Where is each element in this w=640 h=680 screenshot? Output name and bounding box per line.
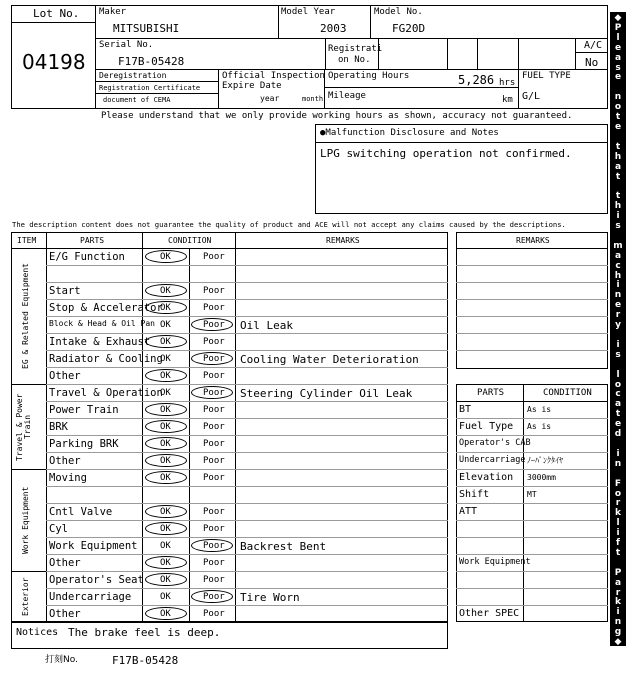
ok-option: OK [160,524,171,534]
poor-option: Poor [203,524,225,534]
ac-label: A/C [584,40,603,51]
sidebar-char: h [614,270,622,281]
ok-option: OK [160,286,171,296]
sidebar-char: k [615,597,621,608]
part-label: Other [49,370,81,382]
mileage-label: Mileage [328,91,366,101]
ok-option: OK [160,337,171,347]
right-remarks-box [456,232,608,369]
sidebar-char: i [616,280,620,291]
model-year-label: Model Year [281,7,336,17]
sidebar-char: m [613,240,623,251]
cema-label: document of CEMA [103,96,171,104]
selected-condition-circle [145,420,187,433]
selected-condition-circle [145,607,187,620]
sidebar-char: l [616,369,620,380]
spec-part: Other SPEC [459,608,520,619]
ok-option: OK [160,371,171,381]
sidebar-char: ◆ [614,13,622,23]
part-label: Other [49,455,81,467]
selected-condition-circle [191,539,233,552]
sidebar-char: g [614,627,622,638]
sidebar-char: r [615,587,621,598]
poor-option: Poor [203,592,225,602]
part-label: Parking BRK [49,438,119,450]
registration-label-2: on No. [338,55,371,65]
fuel-type-label: FUEL TYPE [522,71,571,81]
spec-part: ATT [459,506,478,517]
sidebar-char: s [615,349,621,360]
sidebar-char: o [614,379,622,390]
ok-option: OK [160,558,171,568]
notices-label: Notices [16,627,59,638]
spec-value: ﾉｰﾊﾟﾝｸﾀｲﾔ [527,456,563,465]
sidebar-char: r [615,310,621,321]
poor-option: Poor [203,473,225,483]
sidebar-char: a [614,577,622,588]
ok-option: OK [160,456,171,466]
spec-part: Fuel Type [459,421,514,432]
km-unit: km [502,95,513,105]
spec-value: MT [527,490,537,499]
sidebar-char: i [616,528,620,539]
selected-condition-circle [145,437,187,450]
poor-option: Poor [203,456,225,466]
specs-condition-header: CONDITION [543,388,592,398]
sidebar-char: l [616,518,620,529]
ok-option: OK [160,320,171,330]
ok-option: OK [160,354,171,364]
remark-text: Tire Worn [240,591,300,604]
ok-option: OK [160,609,171,619]
sidebar-char: P [614,567,622,578]
sidebar-char: i [616,448,620,459]
inspection-label-2: Expire Date [222,81,282,91]
notices-text: The brake feel is deep. [68,626,221,639]
model-no-value: FG20D [392,22,426,35]
poor-option: Poor [203,252,225,262]
sidebar-char: k [615,508,621,519]
hrs-unit: hrs [499,78,516,88]
sidebar-char: i [616,211,620,222]
selected-condition-circle [191,352,233,365]
group-work: Work Equipment [21,486,30,554]
ac-value: No [585,56,599,69]
selected-condition-circle [145,335,187,348]
selected-condition-circle [145,573,187,586]
sidebar-char: l [616,32,620,43]
sidebar-char: F [614,478,622,489]
ok-option: OK [160,592,171,602]
fuel-type-value: G/L [522,91,541,102]
sidebar-char: i [616,339,620,350]
poor-option: Poor [203,371,225,381]
sidebar-char: s [615,221,621,232]
lot-number: 04198 [22,50,86,74]
selected-condition-circle [145,284,187,297]
maker-value: MITSUBISHI [113,22,180,35]
sidebar-char: i [616,607,620,618]
sidebar-char: h [614,151,622,162]
sidebar-char: s [615,62,621,73]
stamp-label: 打刻No. [45,655,78,665]
ok-option: OK [160,422,171,432]
poor-option: Poor [203,541,225,551]
operating-hours-label: Operating Hours [328,71,410,81]
malfunction-title: ●Malfunction Disclosure and Notes [320,128,499,138]
poor-option: Poor [203,354,225,364]
spec-value: As is [527,422,552,431]
ok-option: OK [160,507,171,517]
sidebar-char: r [615,498,621,509]
sidebar-char: ◆ [614,637,622,648]
part-label: Cyl [49,523,68,535]
spec-part: Shift [459,489,490,500]
sidebar-char: t [615,191,621,202]
selected-condition-circle [191,590,233,603]
deregistration-label: Deregistration [99,71,167,80]
group-exterior: Exterior [21,577,30,617]
selected-condition-circle [145,454,187,467]
poor-option: Poor [203,558,225,568]
sidebar-char: y [615,320,621,331]
header-condition: CONDITION [168,236,212,245]
sidebar-char: a [614,250,622,261]
sidebar-char: n [614,617,622,628]
spec-part: Elevation [459,472,514,483]
selected-condition-circle [145,556,187,569]
sidebar-char: a [614,399,622,410]
part-label: Undercarriage [49,591,132,603]
stamp-value: F17B-05428 [112,654,179,667]
sidebar-char: P [614,22,622,33]
part-label: Work Equipment [49,540,138,552]
selected-condition-circle [145,301,187,314]
selected-condition-circle [145,505,187,518]
sidebar-char: e [614,42,622,53]
part-label: Radiator & Cooling [49,353,163,365]
sidebar-char: o [614,102,622,113]
sidebar-char: t [615,547,621,558]
group-travel: Travel & Power Train [15,393,32,461]
sidebar-char: o [614,488,622,499]
part-label: Start [49,285,81,297]
part-label: BRK [49,421,68,433]
ok-option: OK [160,303,171,313]
spec-part: Operator's CAB [459,438,531,448]
remark-text: Cooling Water Deterioration [240,353,419,366]
poor-option: Poor [203,405,225,415]
poor-option: Poor [203,609,225,619]
sidebar-char: a [614,161,622,172]
lot-label: Lot No. [33,7,80,20]
sidebar-char: n [614,92,622,103]
selected-condition-circle [145,369,187,382]
poor-option: Poor [203,507,225,517]
sidebar-char: t [615,409,621,420]
sidebar-char: f [616,538,620,549]
selected-condition-circle [191,318,233,331]
part-label: Cntl Valve [49,506,113,518]
header-parts: PARTS [80,236,105,245]
ok-option: OK [160,473,171,483]
poor-option: Poor [203,575,225,585]
remark-text: Backrest Bent [240,540,327,553]
operating-hours-value: 5,286 [458,73,495,87]
part-label: Stop & Accelerator [49,302,163,314]
ok-option: OK [160,439,171,449]
part-label: Moving [49,472,87,484]
sidebar-char: t [615,112,621,123]
selected-condition-circle [145,403,187,416]
ok-option: OK [160,388,171,398]
sidebar-char: t [615,141,621,152]
poor-option: Poor [203,422,225,432]
remark-text: Oil Leak [240,319,293,332]
part-label: Other [49,608,81,620]
malfunction-text: LPG switching operation not confirmed. [320,147,572,160]
year-label: year [260,94,280,103]
part-label: Block & Head & Oil Pan [49,319,155,328]
sidebar-char: e [614,72,622,83]
remark-text: Steering Cylinder Oil Leak [240,387,413,400]
selected-condition-circle [145,471,187,484]
selected-condition-circle [145,250,187,263]
right-remarks-header: REMARKS [516,236,550,245]
sidebar-char: n [614,290,622,301]
group-eg: EG & Related Equipment [21,263,30,369]
sidebar-char: h [614,201,622,212]
poor-option: Poor [203,337,225,347]
spec-part: BT [459,404,472,415]
poor-option: Poor [203,320,225,330]
serial-label: Serial No. [99,40,154,50]
sidebar-char: e [614,121,622,132]
model-year-value: 2003 [320,22,347,35]
ok-option: OK [160,575,171,585]
ok-option: OK [160,252,171,262]
poor-option: Poor [203,388,225,398]
maker-label: Maker [99,7,127,17]
poor-option: Poor [203,439,225,449]
poor-option: Poor [203,303,225,313]
sidebar-char: c [615,260,621,271]
poor-option: Poor [203,286,225,296]
spec-part: Undercarriage [459,455,526,465]
model-no-label: Model No. [374,7,423,17]
sidebar-char: n [614,458,622,469]
spec-value: 3000mm [527,473,556,482]
sidebar-char: e [614,300,622,311]
registration-label-1: Registrati [328,44,383,54]
header-remarks: REMARKS [326,236,360,245]
sidebar-char: e [614,419,622,430]
sidebar-char: c [615,389,621,400]
header-item: ITEM [17,236,37,245]
selected-condition-circle [191,386,233,399]
part-label: E/G Function [49,251,125,263]
part-label: Intake & Exhaust [49,336,151,348]
sidebar-char: a [614,52,622,63]
sidebar-char: d [614,429,622,440]
specs-parts-header: PARTS [477,388,505,398]
disclaimer: The description content does not guarantee the quality of product and ACE will not accept any claims caused by the descriptions. [12,220,566,229]
ok-option: OK [160,405,171,415]
registration-cert-label: Registration Certificate [99,84,201,92]
sidebar-char: t [615,171,621,182]
ok-option: OK [160,541,171,551]
spec-part: Work Equipment [459,557,531,567]
month-label: month [302,95,324,103]
spec-value: As is [527,405,552,414]
selected-condition-circle [145,522,187,535]
part-label: Power Train [49,404,119,416]
part-label: Other [49,557,81,569]
part-label: Travel & Operation [49,387,163,399]
inspection-label-1: Official Inspection [222,71,325,81]
hours-notice: Please understand that we only provide working hours as shown, accuracy not guaranteed. [101,111,573,121]
serial-value: F17B-05428 [118,55,185,68]
part-label: Operator's Seat [49,574,144,586]
